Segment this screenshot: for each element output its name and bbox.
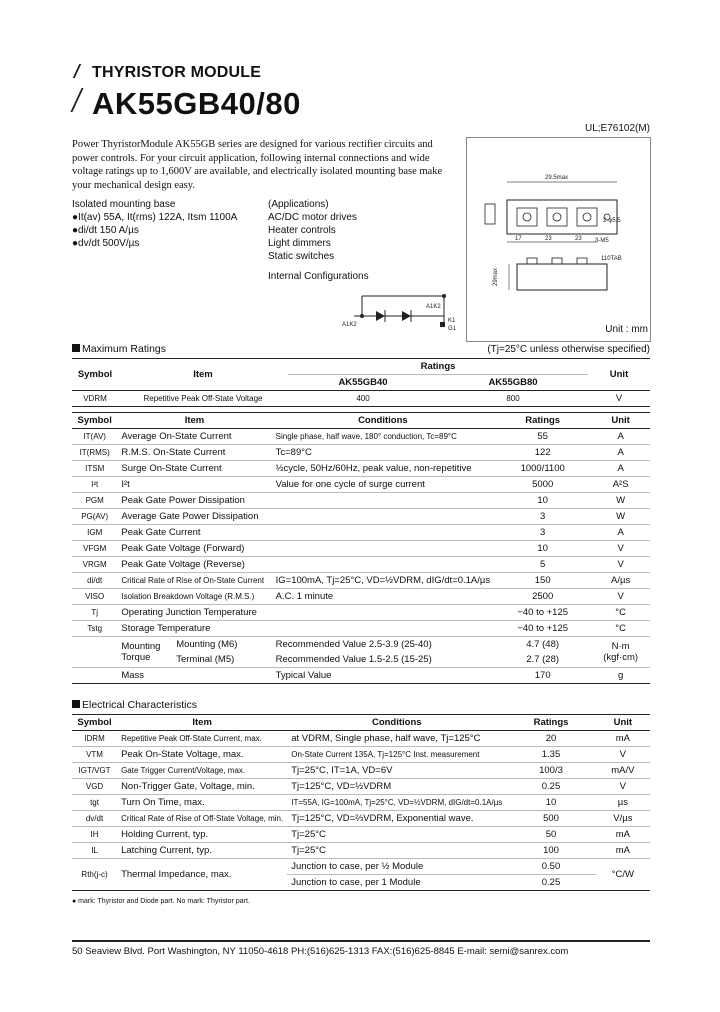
- table-row: [72, 843, 650, 859]
- table-cell: [272, 621, 495, 637]
- table-cell: di/dt: [72, 573, 117, 589]
- table-cell: °C: [591, 605, 650, 621]
- table-cell: Peak Gate Current: [117, 525, 271, 541]
- table-cell: at VDRM, Single phase, half wave, Tj=125°C: [287, 731, 506, 747]
- table-cell: A/µs: [591, 573, 650, 589]
- table-cell: Peak Gate Power Dissipation: [117, 493, 271, 509]
- table-row: [72, 605, 650, 621]
- table-cell: Peak On-State Voltage, max.: [117, 747, 287, 763]
- vdrm-table: [72, 358, 650, 407]
- schematic-label: K1: [448, 318, 456, 324]
- table-cell: V: [596, 779, 650, 795]
- table-cell: PG(AV): [72, 509, 117, 525]
- table-cell: Peak Gate Voltage (Reverse): [117, 557, 271, 573]
- table-cell: dv/dt: [72, 811, 117, 827]
- table-row: [72, 509, 650, 525]
- table-cell: °C: [591, 621, 650, 637]
- application-item: Static switches: [268, 251, 335, 262]
- table-cell: −40 to +125: [494, 621, 591, 637]
- table-cell: IDRM: [72, 731, 117, 747]
- table-cell: R.M.S. On-State Current: [117, 445, 271, 461]
- table-cell: µs: [596, 795, 650, 811]
- table-cell: VTM: [72, 747, 117, 763]
- table-cell: V: [591, 541, 650, 557]
- table-cell: 0.25: [506, 779, 595, 795]
- table-cell: Non-Trigger Gate, Voltage, min.: [117, 779, 287, 795]
- table-cell: IH: [72, 827, 117, 843]
- feature-item: ●dv/dt 500V/µs: [72, 238, 140, 249]
- col-conditions: Conditions: [358, 415, 408, 426]
- table-cell: W: [591, 493, 650, 509]
- terminal-row: Terminal (M5) Recommended Value 1.5-2.5 (15-25) 2.7 (28): [72, 652, 650, 668]
- table-cell: A: [591, 429, 650, 445]
- table-cell: 1000/1100: [494, 461, 591, 477]
- table-cell: Storage Temperature: [117, 621, 271, 637]
- schematic-label: G1: [448, 326, 457, 332]
- table-cell: IGT/VGT: [72, 763, 117, 779]
- table-row: [72, 731, 650, 747]
- table-cell: Tc=89°C: [272, 445, 495, 461]
- table-cell: 55: [494, 429, 591, 445]
- table-row: [72, 461, 650, 477]
- col-conditions: Conditions: [371, 717, 422, 728]
- table-cell: Operating Junction Temperature: [117, 605, 271, 621]
- section-bullet: [72, 344, 80, 352]
- table-cell: Critical Rate of Rise of Off-State Voltage, min.: [117, 811, 287, 827]
- table-row: [72, 573, 650, 589]
- dim-top: 29.5max: [545, 175, 569, 181]
- table-cell: mA: [596, 827, 650, 843]
- table-cell: mA: [596, 731, 650, 747]
- mounting-row: Mounting Torque Mounting (M6) Recommended Value 2.5-3.9 (25-40) 4.7 (48) N·m (kgf·cm): [72, 637, 650, 653]
- table-row: [72, 779, 650, 795]
- table-cell: V: [596, 747, 650, 763]
- table-cell: A: [591, 525, 650, 541]
- table-cell: Average On-State Current: [117, 429, 271, 445]
- table-cell: IT=55A, IG=100mA, Tj=25°C, VD=½VDRM, dIG/dt=0.1A/µs: [287, 795, 506, 811]
- col-symbol: Symbol: [77, 717, 112, 728]
- thermal-row: Rth(j-c) Thermal Impedance, max. Junction to case, per ½ Module 0.50 °C/W: [72, 859, 650, 875]
- table-cell: 5: [494, 557, 591, 573]
- table-cell: Peak Gate Voltage (Forward): [117, 541, 271, 557]
- table-cell: Tj=25°C: [287, 843, 506, 859]
- table-cell: Tj=125°C, VD=⅔VDRM, Exponential wave.: [287, 811, 506, 827]
- outline-drawing-panel: [466, 137, 651, 342]
- table-cell: A: [591, 461, 650, 477]
- table-cell: 10: [494, 541, 591, 557]
- table-cell: 122: [494, 445, 591, 461]
- table-cell: 1.35: [506, 747, 595, 763]
- col-item: Item: [118, 359, 288, 391]
- col-unit: Unit: [613, 717, 633, 728]
- table-cell: 500: [506, 811, 595, 827]
- table-cell: VGD: [72, 779, 117, 795]
- dim-side: 29max: [493, 267, 499, 286]
- mass-row: Mass Typical Value 170 g: [72, 668, 650, 684]
- table-cell: [272, 493, 495, 509]
- col-unit: Unit: [588, 359, 650, 391]
- outline-drawing: [467, 138, 652, 343]
- max-ratings-heading: [72, 343, 166, 355]
- table-row: [72, 557, 650, 573]
- table-cell: A.C. 1 minute: [272, 589, 495, 605]
- table-cell: VFGM: [72, 541, 117, 557]
- elec-heading: [72, 699, 197, 711]
- table-cell: mA/V: [596, 763, 650, 779]
- table-cell: IGM: [72, 525, 117, 541]
- table-cell: ITSM: [72, 461, 117, 477]
- col-ak55gb80: AK55GB80: [438, 375, 588, 391]
- table-cell: I²t: [117, 477, 271, 493]
- table-cell: V: [591, 589, 650, 605]
- table-cell: Isolation Breakdown Voltage (R.M.S.): [117, 589, 271, 605]
- col-symbol: Symbol: [72, 359, 118, 391]
- table-cell: Tstg: [72, 621, 117, 637]
- table-cell: W: [591, 509, 650, 525]
- application-item: Light dimmers: [268, 238, 331, 249]
- table-cell: [272, 541, 495, 557]
- table-row: [72, 525, 650, 541]
- table-cell: ½cycle, 50Hz/60Hz, peak value, non-repetitive: [272, 461, 495, 477]
- elec-table: [72, 714, 650, 891]
- features-list: [72, 198, 237, 250]
- dim-bottom: 23: [545, 236, 552, 242]
- table-cell: 10: [506, 795, 595, 811]
- table-cell: 5000: [494, 477, 591, 493]
- table-cell: 100/3: [506, 763, 595, 779]
- table-cell: 100: [506, 843, 595, 859]
- applications-list: [268, 198, 357, 263]
- table-cell: Holding Current, typ.: [117, 827, 287, 843]
- col-ratings: Ratings: [525, 415, 561, 426]
- internal-config-label: Internal Configurations: [268, 271, 369, 282]
- dim-bottom: 23: [575, 236, 582, 242]
- table-cell: V/µs: [596, 811, 650, 827]
- document-title: AK55GB40/80: [92, 86, 301, 121]
- table-cell: On-State Current 135A, Tj=125°C Inst. measurement: [287, 747, 506, 763]
- table-cell: Tj=25°C: [287, 827, 506, 843]
- table-cell: Tj=25°C, IT=1A, VD=6V: [287, 763, 506, 779]
- table-cell: A: [591, 445, 650, 461]
- section-title: Maximum Ratings: [82, 343, 167, 355]
- table-cell: VRGM: [72, 557, 117, 573]
- table-cell: Surge On-State Current: [117, 461, 271, 477]
- max-ratings-note: (Tj=25°C unless otherwise specified): [487, 344, 650, 355]
- table-cell: VISO: [72, 589, 117, 605]
- table-cell: 3: [494, 525, 591, 541]
- footer-address: 50 Seaview Blvd. Port Washington, NY 11050-4618 PH:(516)625-1313 FAX:(516)625-8845 E-mail: semi@sanrex.com: [72, 946, 569, 957]
- table-cell: Tj: [72, 605, 117, 621]
- table-cell: 10: [494, 493, 591, 509]
- table-cell: [272, 509, 495, 525]
- table-cell: I²t: [72, 477, 117, 493]
- col-ak55gb40: AK55GB40: [288, 375, 438, 391]
- table-cell: Average Gate Power Dissipation: [117, 509, 271, 525]
- table-cell: 50: [506, 827, 595, 843]
- dim-screw: 3-M5: [595, 238, 609, 244]
- header-slash: [70, 88, 83, 112]
- table-cell: IT(RMS): [72, 445, 117, 461]
- col-ratings: Ratings: [420, 361, 456, 372]
- schematic-label: A1K2: [426, 304, 441, 310]
- table-cell: 3: [494, 509, 591, 525]
- document-subtitle: THYRISTOR MODULE: [92, 64, 262, 81]
- table-cell: V: [591, 557, 650, 573]
- table-cell: [272, 557, 495, 573]
- col-ratings: Ratings: [533, 717, 569, 728]
- table-cell: mA: [596, 843, 650, 859]
- table-row: [72, 763, 650, 779]
- max-ratings-table: [72, 412, 650, 684]
- table-cell: Gate Trigger Current/Voltage, max.: [117, 763, 287, 779]
- table-cell: 2500: [494, 589, 591, 605]
- table-row: [72, 827, 650, 843]
- feature-item: ●It(av) 55A, It(rms) 122A, Itsm 1100A: [72, 212, 238, 223]
- table-cell: [272, 605, 495, 621]
- table-cell: IL: [72, 843, 117, 859]
- col-item: Item: [184, 415, 205, 426]
- table-cell: tgt: [72, 795, 117, 811]
- table-row: [72, 445, 650, 461]
- table-cell: PGM: [72, 493, 117, 509]
- table-row: [72, 621, 650, 637]
- table-row: VDRM Repetitive Peak Off-State Voltage 400 800 V: [72, 391, 650, 407]
- applications-title: (Applications): [268, 199, 329, 210]
- table-cell: Latching Current, typ.: [117, 843, 287, 859]
- features-title: Isolated mounting base: [72, 199, 176, 210]
- table-row: [72, 493, 650, 509]
- col-symbol: Symbol: [77, 415, 112, 426]
- table-cell: Critical Rate of Rise of On-State Current: [117, 573, 271, 589]
- table-cell: IT(AV): [72, 429, 117, 445]
- section-bullet: [72, 700, 80, 708]
- table-row: [72, 811, 650, 827]
- table-cell: Tj=125°C, VD=½VDRM: [287, 779, 506, 795]
- table-cell: Repetitive Peak Off-State Current, max.: [117, 731, 287, 747]
- table-cell: 150: [494, 573, 591, 589]
- table-cell: 20: [506, 731, 595, 747]
- table-row: [72, 541, 650, 557]
- schematic-label: A1K2: [342, 322, 357, 328]
- ul-code: UL;E76102(M): [584, 123, 650, 134]
- intro-paragraph: Power ThyristorModule AK55GB series are designed for various rectifier circuits and power controls. For your circuit application, following internal connections and wide voltage ratings up to 1,600V are available, and electrically isolated mounting base make your mechanical design easy.: [72, 139, 443, 191]
- dim-hole: 2-φ5.5: [603, 218, 621, 224]
- table-cell: [272, 525, 495, 541]
- footnote: ● mark: Thyristor and Diode part. No mark: Thyristor part.: [72, 898, 250, 905]
- col-item: Item: [192, 717, 212, 728]
- table-row: [72, 747, 650, 763]
- feature-item: ●di/dt 150 A/µs: [72, 225, 139, 236]
- table-row: [72, 429, 650, 445]
- thermal-row-2: Junction to case, per 1 Module 0.25: [72, 875, 650, 891]
- unit-label: Unit : mm: [605, 324, 648, 335]
- col-unit: Unit: [611, 415, 630, 426]
- table-cell: −40 to +125: [494, 605, 591, 621]
- footer-divider: [72, 940, 650, 942]
- dim-bottom: 17: [515, 236, 522, 242]
- internal-config-schematic: [340, 286, 465, 332]
- table-cell: IG=100mA, Tj=25°C, VD=½VDRM, dIG/dt=0.1A/µs: [272, 573, 495, 589]
- table-cell: Value for one cycle of surge current: [272, 477, 495, 493]
- table-cell: A²S: [591, 477, 650, 493]
- table-row: [72, 589, 650, 605]
- application-item: AC/DC motor drives: [268, 212, 357, 223]
- table-row: [72, 795, 650, 811]
- header-slash: [73, 64, 82, 78]
- section-title: Electrical Characteristics: [82, 699, 197, 711]
- application-item: Heater controls: [268, 225, 336, 236]
- table-cell: Turn On Time, max.: [117, 795, 287, 811]
- dim-tab: 110TAB: [601, 256, 622, 262]
- table-cell: Single phase, half wave, 180° conduction, Tc=89°C: [272, 429, 495, 445]
- table-row: [72, 477, 650, 493]
